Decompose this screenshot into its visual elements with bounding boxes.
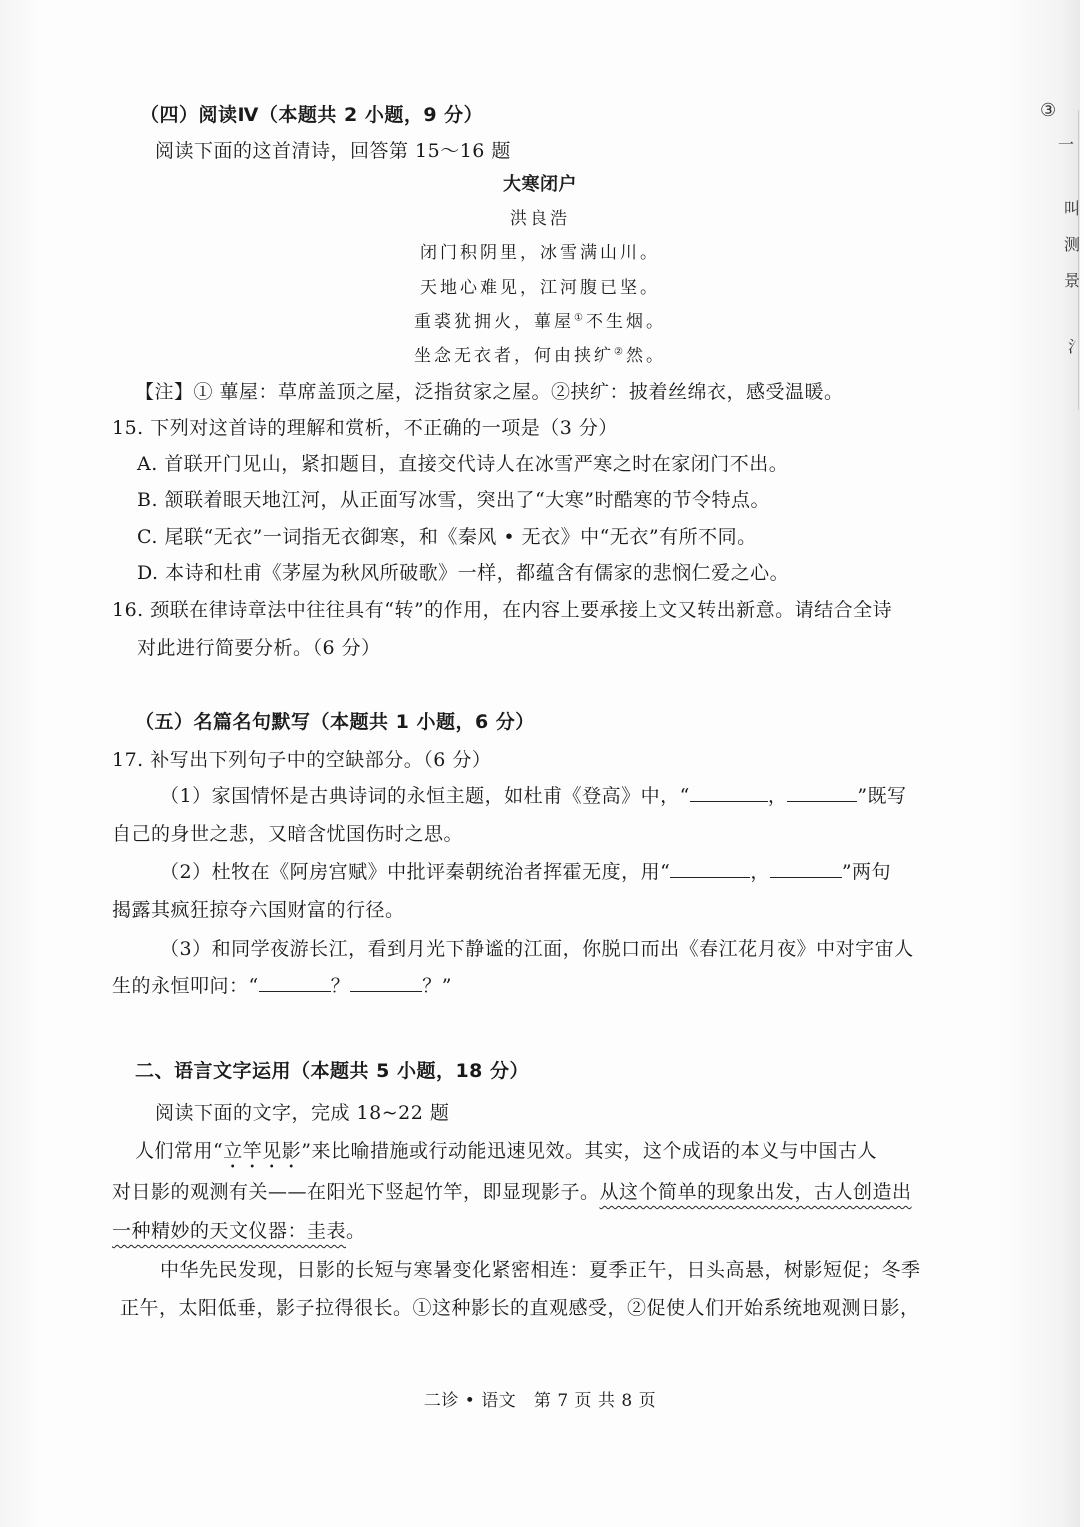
emphasized-idiom: 立竿见影 (223, 1140, 302, 1162)
question-16-line-1: 16. 颈联在律诗章法中往往具有“转”的作用，在内容上要承接上文又转出新意。请结合全诗 (112, 599, 893, 621)
poem-line: 重裘犹拥火，蓽屋①不生烟。 (414, 312, 666, 332)
section-4-instruction: 阅读下面的这首清诗，回答第 15～16 题 (155, 140, 511, 162)
page-footer: 二诊 • 语文 第 7 页 共 8 页 (423, 1391, 657, 1411)
passage-line: 正午，太阳低垂，影子拉得很长。①这种影长的直观感受，②促使人们开始系统地观测日影， (120, 1297, 920, 1319)
passage-line: 人们常用“立竿见影”来比喻措施或行动能迅速见效。其实，这个成语的本义与中国古人 (135, 1140, 877, 1162)
adjacent-page-fragment: 测 (1064, 235, 1081, 254)
part-2-instruction: 阅读下面的文字，完成 18~22 题 (155, 1102, 450, 1124)
question-17-item-2-cont: 揭露其疯狂掠夺六国财富的行径。 (112, 899, 405, 921)
page-edge (1078, 110, 1079, 410)
adjacent-page-fragment: 叫 (1064, 199, 1081, 218)
poem-line: 坐念无衣者，何由挟纩②然。 (414, 346, 666, 366)
question-17-stem: 17. 补写出下列句子中的空缺部分。（6 分） (112, 749, 492, 771)
adjacent-page-fragment: 氵 (1068, 337, 1084, 356)
answer-blank[interactable] (350, 973, 422, 992)
answer-blank[interactable] (770, 859, 842, 878)
question-17-item-2: （2）杜牧在《阿房宫赋》中批评秦朝统治者挥霍无度，用“ ， ”两句 (160, 861, 892, 883)
poem-note: 【注】① 蓽屋：草席盖顶之屋，泛指贫家之屋。②挟纩：披着丝绵衣，感受温暖。 (135, 381, 844, 403)
answer-blank[interactable] (690, 783, 768, 802)
question-16-line-2: 对此进行简要分析。（6 分） (137, 637, 381, 659)
answer-blank[interactable] (259, 973, 331, 992)
question-17-item-3-cont: 生的永恒叩问：“ ？ ？” (112, 975, 452, 997)
question-15-option-d: D. 本诗和杜甫《茅屋为秋风所破歌》一样，都蕴含有儒家的悲悯仁爱之心。 (137, 562, 790, 584)
adjacent-page-fragment: ③ (1040, 100, 1057, 121)
answer-blank[interactable] (670, 859, 750, 878)
question-15-option-b: B. 颔联着眼天地江河，从正面写冰雪，突出了“大寒”时酷寒的节令特点。 (137, 489, 770, 511)
wavy-underlined-text: 从这个简单的现象出发，古人创造出 (599, 1181, 912, 1203)
section-5-heading: （五）名篇名句默写（本题共 1 小题，6 分） (135, 711, 535, 733)
poem-line: 天地心难见，江河腹已坚。 (420, 278, 660, 298)
question-17-item-1-cont: 自己的身世之悲，又暗含忧国伤时之思。 (112, 823, 464, 845)
passage-line: 中华先民发现，日影的长短与寒暑变化紧密相连：夏季正午，日头高悬，树影短促；冬季 (160, 1259, 921, 1281)
passage-line: 对日影的观测有关——在阳光下竖起竹竿，即显现影子。从这个简单的现象出发，古人创造出 (112, 1181, 912, 1203)
question-17-item-1: （1）家国情怀是古典诗词的永恒主题，如杜甫《登高》中，“ ， ”既写 (160, 785, 907, 807)
question-17-item-3: （3）和同学夜游长江，看到月光下静谧的江面，你脱口而出《春江花月夜》中对宇宙人 (160, 938, 914, 960)
question-15-option-a: A. 首联开门见山，紧扣题目，直接交代诗人在冰雪严寒之时在家闭门不出。 (137, 453, 789, 475)
poem-title: 大寒闭户 (503, 174, 577, 195)
question-15-option-c: C. 尾联“无衣”一词指无衣御寒，和《秦风 • 无衣》中“无衣”有所不同。 (137, 526, 757, 548)
footnote-marker: ① (574, 312, 586, 324)
poem-line: 闭门积阴里，冰雪满山川。 (420, 243, 660, 263)
answer-blank[interactable] (787, 783, 857, 802)
part-2-heading: 二、语言文字运用（本题共 5 小题，18 分） (135, 1060, 530, 1082)
section-4-heading: （四）阅读Ⅳ（本题共 2 小题，9 分） (140, 104, 484, 126)
footnote-marker: ② (614, 346, 626, 358)
adjacent-page-fragment: 景 (1064, 271, 1081, 290)
wavy-underlined-text: 一种精妙的天文仪器：圭表 (112, 1220, 347, 1242)
adjacent-page-fragment: 一 (1058, 135, 1075, 154)
poem-author: 洪良浩 (510, 209, 570, 229)
passage-line: 一种精妙的天文仪器：圭表。 (112, 1220, 366, 1242)
question-15-stem: 15. 下列对这首诗的理解和赏析，不正确的一项是（3 分） (112, 417, 618, 439)
